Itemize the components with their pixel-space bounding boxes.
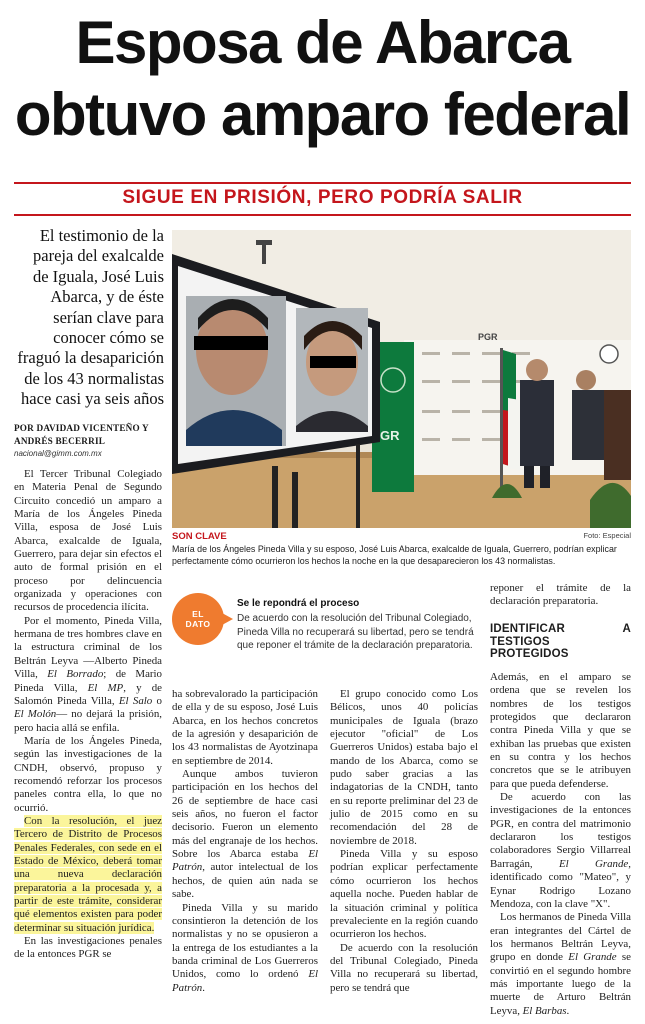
- photo-credit: Foto: Especial: [583, 531, 631, 540]
- byline-line-1: POR DAVIDAD VICENTEÑO Y: [14, 423, 149, 433]
- photo-caption: María de los Ángeles Pineda Villa y su esposo, José Luis Abarca, exalcalde de Iguala, Guerrero, podrían explicar perfectamente cómo ocurrieron los hechos la noche en la que desaparecieron los 43 normalistas.: [172, 544, 617, 567]
- paragraph: ha sobrevalorado la participación de ella y de su esposo, José Luis Abarca, en los hechos concretos de la agresión y desaparición de los 43 normalistas de Ayotzinapa en septiembre de 2014.: [172, 688, 318, 767]
- paragraph: Pineda Villa y su marido consintieron la detención de los normalistas y no se opusieron a la entrega de los estudiantes a la banda criminal de Los Guerreros Unidos, como lo ordenó El Patrón.: [172, 901, 318, 994]
- paragraph: Pineda Villa y su esposo podrían explicar perfectamente cómo ocurrieron los hechos aquella noche. Pueden hablar de la situación criminal y política prevaleciente en la región cuando ocurrieron los hechos.: [330, 848, 478, 941]
- article-column-1: [14, 468, 162, 962]
- photo-label: SON CLAVE: [172, 531, 227, 542]
- green-banner-text: GR: [380, 428, 400, 443]
- paragraph: De acuerdo con las investigaciones de la entonces PGR, en contra del matrimonio declararon los testigos colaboradores Sergio Villarreal Barragán, El Grande, identificado como "Mateo", y Eynar Rodrigo Lozano Mendoza, con la clave "X".: [490, 791, 631, 910]
- byline: [14, 422, 164, 448]
- paragraph: El Tercer Tribunal Colegiado en Materia Penal de Segundo Circuito concedió un amparo a María de los Ángeles Pineda Villa, esposa de José Luis Abarca, exalcalde de Iguala, Guerrero, para dejar sin efectos el auto de formal prisión en el proceso por delincuencia organizada y operaciones con recursos de procedencia ilícita.: [14, 468, 162, 614]
- el-dato-title: Se le repondrá el proceso: [237, 598, 360, 609]
- paragraph: Aunque ambos tuvieron participación en los hechos del 26 de septiembre de hace casi seis años, no fueron el factor decisorio. Fueron un elemento más del engranaje de los hechos. Sobre los Abarca estaba El Patrón, autor intelectual de los hechos, de quien aún nada se sabe.: [172, 768, 318, 901]
- byline-line-2: ANDRÉS BECERRIL: [14, 436, 106, 446]
- el-dato-badge-line-1: EL: [192, 609, 204, 619]
- article-dek: El testimonio de la pareja del exalcalde de Iguala, José Luis Abarca, y de éste serían clave para conocer cómo se fraguó la desaparición de los 43 normalistas hace casi ya seis años: [17, 226, 164, 409]
- paragraph: Los hermanos de Pineda Villa eran integrantes del Cártel de los hermanos Beltrán Leyva, grupo en donde El Grande se convirtió en el segundo hombre más importante luego de la muerte de Arturo Beltrán Leyva, El Barbas.: [490, 911, 631, 1017]
- paragraph: reponer el trámite de la declaración preparatoria.: [490, 582, 631, 608]
- section-heading-wrap: [490, 623, 631, 664]
- paragraph: María de los Ángeles Pineda, según las investigaciones de la CNDH, observó, propuso y recomendó reforzar los procesos paneles contra ella, lo que no ocurrió.: [14, 734, 162, 814]
- paragraph: El grupo conocido como Los Bélicos, unos 40 policías municipales de Iguala (brazo ejecutor "oficial" de Los Guerreros Unidos) estaba bajo el mando de los Abarca, como se pudo saber gracias a las indagatorias de la CNDH, tanto en su reporte preliminar del 23 de julio de 2015 como en su recomendación del 28 de noviembre de 2018.: [330, 688, 478, 847]
- subhead: SIGUE EN PRISIÓN, PERO PODRÍA SALIR: [122, 187, 523, 208]
- subhead-rule-bottom: [14, 214, 631, 216]
- highlighted-paragraph: [14, 815, 162, 935]
- article-column-4: [490, 671, 631, 1018]
- paragraph: En las investigaciones penales de la entonces PGR se: [14, 935, 162, 961]
- author-email: nacional@gimm.com.mx: [14, 449, 102, 458]
- article-column-2: [172, 688, 318, 995]
- paragraph: Por el momento, Pineda Villa, hermana de tres hombres clave en la estructura criminal de los Beltrán Leyva —Alberto Pineda Villa, El Borrado; de Mario Pineda Villa, El MP, y de Salomón Pineda Villa, El Salo o El Molón— no dejará la prisión, pero hacia allá se enfila.: [14, 614, 162, 734]
- subhead-rule-top: [14, 182, 631, 184]
- el-dato-badge-line-2: DATO: [185, 619, 211, 629]
- section-heading: IDENTIFICAR A TESTIGOS PROTEGIDOS: [490, 623, 631, 660]
- paragraph: Además, en el amparo se ordena que se revelen los nombres de los testigos protegidos que declararon contra Pineda Villa y que se exhiban las pruebas que existen en su contra y los hechos concretos que se le atribuyen para que pueda defenderse.: [490, 671, 631, 790]
- headline-line-2: obtuvo amparo federal: [14, 81, 631, 148]
- highlight-mark: Con la resolución, el juez Tercero de Distrito de Procesos Penales Federales, con sede en el Estado de México, deberá tomar una nueva declaración preparatoria a la procesada y, a partir de este trámite, considerar qué elementos existen para poder determinar su situación jurídica.: [14, 814, 162, 934]
- press-conference-photo: [172, 230, 631, 528]
- paragraph: De acuerdo con la resolución del Tribunal Colegiado, Pineda Villa no recuperará su libertad, pero se tendrá que: [330, 941, 478, 994]
- pgr-banner-text: PGR: [478, 332, 498, 342]
- el-dato-text: De acuerdo con la resolución del Tribunal Colegiado, Pineda Villa no recuperará su libertad, pero se tendrá que reponer el trámite de la declaración preparatoria.: [237, 613, 474, 651]
- headline-line-1: Esposa de Abarca: [75, 9, 570, 76]
- article-column-4-top: [490, 582, 631, 609]
- article-column-3: [330, 688, 478, 995]
- el-dato-badge: [172, 593, 224, 645]
